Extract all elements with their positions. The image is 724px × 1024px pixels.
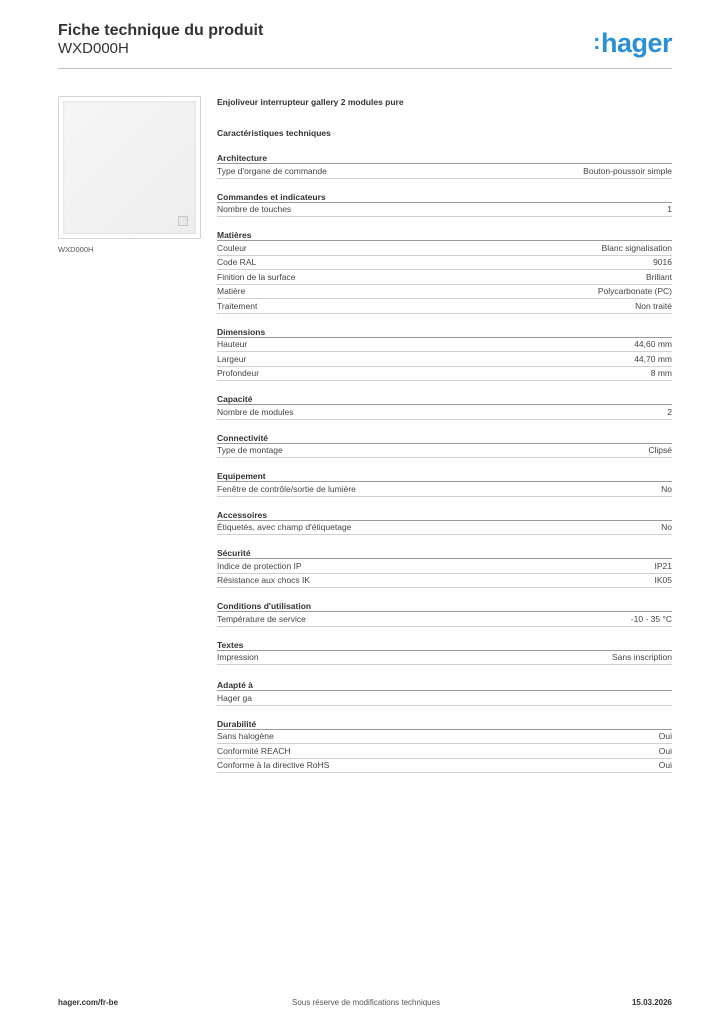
section-title: Sécurité bbox=[217, 547, 672, 559]
spec-label: Matière bbox=[217, 286, 246, 297]
section-title: Dimensions bbox=[217, 326, 672, 338]
section-title: Architecture bbox=[217, 152, 672, 164]
spec-value: Blanc signalisation bbox=[601, 242, 672, 253]
spec-label: Couleur bbox=[217, 242, 247, 253]
spec-heading: Caractéristiques techniques bbox=[217, 128, 331, 138]
spec-label: Résistance aux chocs IK bbox=[217, 575, 311, 586]
spec-label: Conformité REACH bbox=[217, 745, 291, 756]
spec-row bbox=[217, 744, 672, 759]
spec-row bbox=[217, 521, 672, 536]
spec-value: Clipsé bbox=[648, 445, 672, 456]
spec-label: Sans halogène bbox=[217, 731, 274, 742]
spec-section bbox=[217, 509, 672, 536]
spec-section bbox=[217, 718, 672, 774]
page-title: Fiche technique du produit bbox=[58, 22, 264, 39]
section-title: Accessoires bbox=[217, 509, 672, 521]
spec-row bbox=[217, 285, 672, 300]
spec-row bbox=[217, 574, 672, 589]
spec-section bbox=[217, 679, 672, 706]
spec-value: Brillant bbox=[646, 271, 672, 282]
section-title: Equipement bbox=[217, 470, 672, 482]
spec-label: Étiquetés, avec champ d'étiquetage bbox=[217, 522, 352, 533]
spec-value: 44,60 mm bbox=[634, 339, 672, 350]
spec-section bbox=[217, 432, 672, 459]
spec-value: 2 bbox=[667, 406, 672, 417]
spec-section bbox=[217, 600, 672, 627]
spec-row bbox=[217, 444, 672, 459]
spec-label: Largeur bbox=[217, 353, 247, 364]
spec-value: Non traité bbox=[635, 300, 672, 311]
header-divider bbox=[58, 68, 672, 69]
section-title: Matières bbox=[217, 229, 672, 241]
spec-label: Hager ga bbox=[217, 692, 252, 703]
spec-label: Type d'organe de commande bbox=[217, 165, 327, 176]
footer-disclaimer: Sous réserve de modifications techniques bbox=[292, 998, 441, 1007]
section-title: Textes bbox=[217, 639, 672, 651]
spec-value: 1 bbox=[667, 204, 672, 215]
section-title: Adapté à bbox=[217, 679, 672, 691]
product-code: WXD000H bbox=[58, 40, 129, 57]
spec-value: Oui bbox=[658, 745, 672, 756]
spec-label: Traitement bbox=[217, 300, 258, 311]
spec-label: Type de montage bbox=[217, 445, 283, 456]
spec-row bbox=[217, 405, 672, 420]
spec-label: Impression bbox=[217, 652, 259, 663]
hager-logo bbox=[593, 28, 672, 57]
footer-website: hager.com/fr-be bbox=[58, 998, 119, 1007]
spec-row bbox=[217, 612, 672, 627]
spec-value: Sans inscription bbox=[611, 652, 672, 663]
logo-text: hager bbox=[600, 28, 672, 58]
spec-label: Indice de protection IP bbox=[217, 560, 302, 571]
indicator-window bbox=[178, 216, 188, 226]
spec-value: 8 mm bbox=[650, 368, 672, 379]
spec-row bbox=[217, 299, 672, 314]
spec-section bbox=[217, 326, 672, 382]
spec-value: IK05 bbox=[654, 575, 672, 586]
spec-row bbox=[217, 203, 672, 218]
spec-row bbox=[217, 338, 672, 353]
spec-value: 44,70 mm bbox=[634, 353, 672, 364]
spec-label: Fenêtre de contrôle/sortie de lumière bbox=[217, 483, 356, 494]
spec-row bbox=[217, 691, 672, 706]
section-title: Connectivité bbox=[217, 432, 672, 444]
spec-label: Température de service bbox=[217, 613, 306, 624]
section-title: Conditions d'utilisation bbox=[217, 600, 672, 612]
section-title: Commandes et indicateurs bbox=[217, 191, 672, 203]
spec-label: Finition de la surface bbox=[217, 271, 296, 282]
spec-label: Hauteur bbox=[217, 339, 248, 350]
spec-section bbox=[217, 393, 672, 420]
spec-row bbox=[217, 759, 672, 774]
spec-label: Profondeur bbox=[217, 368, 260, 379]
spec-value: 9016 bbox=[653, 257, 672, 268]
spec-value: No bbox=[661, 522, 672, 533]
section-title: Durabilité bbox=[217, 718, 672, 730]
spec-row bbox=[217, 482, 672, 497]
logo-colon: : bbox=[593, 29, 600, 54]
spec-label: Conforme à la directive RoHS bbox=[217, 760, 330, 771]
spec-section bbox=[217, 152, 672, 179]
spec-section bbox=[217, 470, 672, 497]
spec-row bbox=[217, 352, 672, 367]
image-caption: WXD000H bbox=[58, 245, 94, 254]
spec-row bbox=[217, 367, 672, 382]
spec-row bbox=[217, 651, 672, 666]
spec-value: -10 - 35 °C bbox=[630, 613, 672, 624]
cover-plate bbox=[63, 101, 196, 234]
spec-section bbox=[217, 191, 672, 218]
spec-value: Oui bbox=[658, 731, 672, 742]
spec-row bbox=[217, 559, 672, 574]
spec-label: Nombre de modules bbox=[217, 406, 294, 417]
spec-section bbox=[217, 639, 672, 666]
spec-section bbox=[217, 547, 672, 588]
spec-value: IP21 bbox=[654, 560, 672, 571]
spec-label: Nombre de touches bbox=[217, 204, 292, 215]
spec-row bbox=[217, 241, 672, 256]
spec-value: No bbox=[661, 483, 672, 494]
section-title: Capacité bbox=[217, 393, 672, 405]
spec-label: Code RAL bbox=[217, 257, 257, 268]
spec-section bbox=[217, 229, 672, 314]
spec-content bbox=[217, 96, 672, 785]
spec-value: Oui bbox=[658, 760, 672, 771]
spec-row bbox=[217, 256, 672, 271]
spec-row bbox=[217, 730, 672, 745]
product-image bbox=[58, 96, 201, 239]
product-name: Enjoliveur interrupteur gallery 2 modules pure bbox=[217, 97, 404, 107]
spec-sections bbox=[217, 152, 672, 773]
spec-row bbox=[217, 270, 672, 285]
footer-date: 15.03.2026 bbox=[631, 998, 672, 1007]
spec-value: Bouton-poussoir simple bbox=[583, 165, 672, 176]
spec-value: Polycarbonate (PC) bbox=[597, 286, 672, 297]
spec-row bbox=[217, 164, 672, 179]
